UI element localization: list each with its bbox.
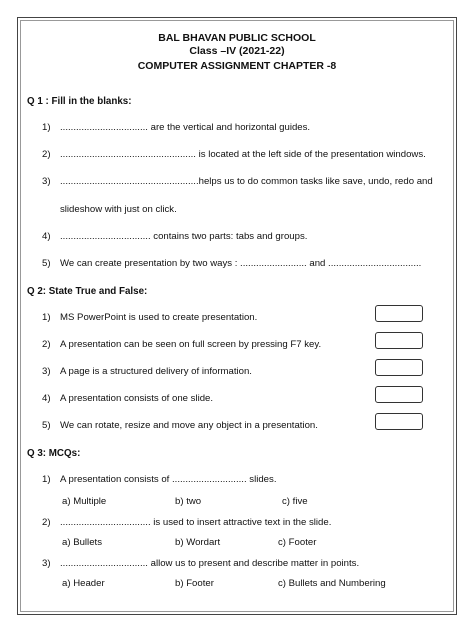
q3-item-text: .................................. is used to insert attractive text in the slide. [60,517,332,528]
q2-item-text: MS PowerPoint is used to create presentation. [60,312,258,323]
school-name: BAL BHAVAN PUBLIC SCHOOL [158,32,316,44]
q2-heading: Q 2: State True and False: [27,286,148,297]
mcq-option: c) Bullets and Numbering [278,578,386,589]
mcq-option: c) Footer [278,537,317,548]
q1-item-text: .................................. contains two parts: tabs and groups. [60,231,308,242]
q3-heading: Q 3: MCQs: [27,448,81,459]
mcq-option: b) two [175,496,202,507]
q2-item-text: A presentation consists of one slide. [60,393,214,404]
mcq-option: a) Multiple [62,496,107,507]
q2-item-num: 3) [42,366,51,377]
answer-box[interactable] [375,386,423,403]
q3-item-text: ................................. allow us to present and describe matter in points. [60,558,360,569]
q2-item-num: 4) [42,393,51,404]
assignment-title: COMPUTER ASSIGNMENT CHAPTER -8 [137,60,337,72]
q3-item-num: 2) [42,517,51,528]
q3-item-num: 1) [42,474,51,485]
mcq-option: a) Header [62,578,105,589]
q3-item-text: A presentation consists of ............................ slides. [60,474,277,485]
q1-item-text: We can create presentation by two ways : ......................... and ................................... [60,258,422,269]
q2-item-text: We can rotate, resize and move any object in a presentation. [60,420,318,431]
q1-item-text: ................................. are the vertical and horizontal guides. [60,122,311,133]
q1-item-num: 1) [42,122,51,133]
q1-item-num: 4) [42,231,51,242]
mcq-option: a) Bullets [62,537,102,548]
q1-item-num: 2) [42,149,51,160]
q1-item-num: 3) [42,176,51,187]
q2-item-text: A presentation can be seen on full screen by pressing F7 key. [60,339,322,350]
q2-item-num: 5) [42,420,51,431]
q1-heading: Q 1 : Fill in the blanks: [27,96,132,107]
q1-item-text: ................................................... is located at the left side of the presentation windows. [60,149,426,160]
answer-box[interactable] [375,305,423,322]
q2-item-text: A page is a structured delivery of information. [60,366,252,377]
q1-item-num: 5) [42,258,51,269]
mcq-option: c) five [282,496,308,507]
q3-item-num: 3) [42,558,51,569]
mcq-option: b) Footer [175,578,214,589]
q1-item-text: ....................................................helps us to do common tasks like save, undo, redo and [60,176,433,187]
class-line: Class –IV (2021-22) [189,45,285,57]
answer-box[interactable] [375,413,423,430]
answer-box[interactable] [375,359,423,376]
q1-item-text-continued: slideshow with just on click. [60,204,177,215]
q2-item-num: 2) [42,339,51,350]
q2-item-num: 1) [42,312,51,323]
mcq-option: b) Wordart [175,537,221,548]
answer-box[interactable] [375,332,423,349]
